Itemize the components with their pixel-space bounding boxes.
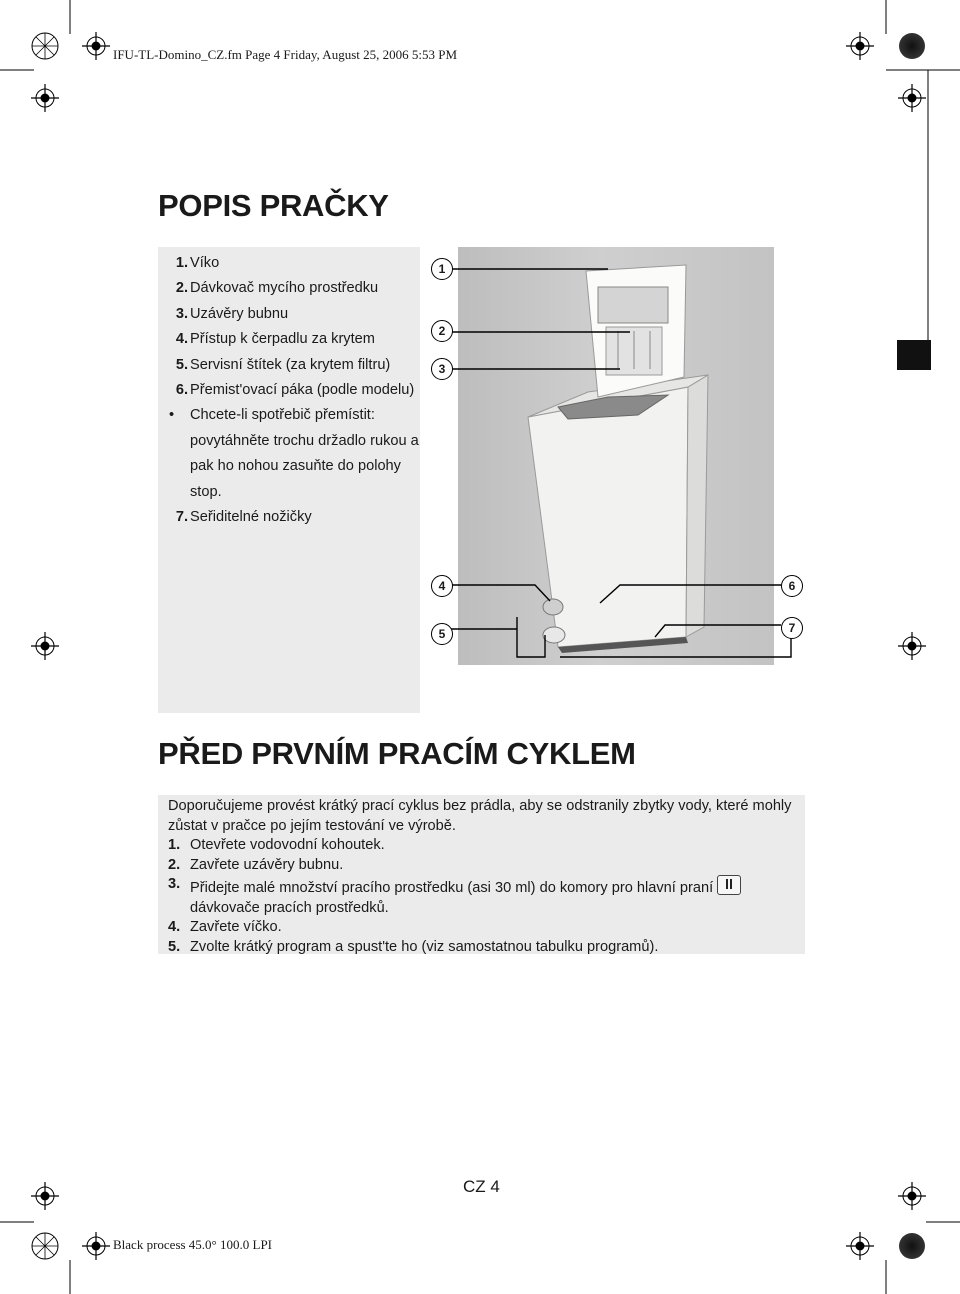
registration-mark-icon — [846, 1232, 874, 1260]
list-item: • Chcete-li spotřebič přemístit: povytáhněte trochu držadlo rukou a pak ho nohou zasuňte do polohy stop. — [169, 407, 419, 500]
star-target-icon — [32, 33, 58, 59]
list-item: 2. Dávkovač mycího prostředku — [175, 280, 379, 297]
registration-mark-icon — [31, 84, 59, 112]
callout-5: 5 — [431, 623, 453, 645]
registration-mark-icon — [846, 32, 874, 60]
registration-mark-icon — [82, 1232, 110, 1260]
list-item: 7. Seřiditelné nožičky — [175, 509, 312, 526]
callout-1: 1 — [431, 258, 453, 280]
print-footer: Black process 45.0° 100.0 LPI — [113, 1237, 273, 1252]
step-item: 2. Zavřete uzávěry bubnu. — [168, 856, 344, 873]
first-cycle-text — [168, 797, 798, 957]
registration-mark-icon — [31, 1182, 59, 1210]
list-item: 3. Uzávěry bubnu — [175, 305, 289, 322]
step-item: 4. Zavřete víčko. — [168, 919, 282, 935]
section-title-description: POPIS PRAČKY — [158, 188, 389, 223]
star-target-icon — [32, 1233, 58, 1259]
grey-target-icon — [899, 1233, 925, 1259]
section-title-first-cycle: PŘED PRVNÍM PRACÍM CYKLEM — [158, 736, 636, 771]
registration-mark-icon — [898, 1182, 926, 1210]
intro-paragraph: Doporučujeme provést krátký prací cyklus bez prádla, aby se odstranily zbytky vody, které mohly zůstat v pračce po jejím testování ve výrobě. — [168, 798, 792, 834]
step-item: 5. Zvolte krátký program a spust'te ho (viz samostatnou tabulku programů). — [168, 938, 659, 955]
callout-6: 6 — [781, 575, 803, 597]
step-item: 3. Přidejte malé množství pracího prostředku (asi 30 ml) do komory pro hlavní praní dávkovače pracích prostředků. — [168, 875, 798, 918]
parts-list — [167, 251, 419, 530]
list-item: 4. Přístup k čerpadlu za krytem — [175, 331, 375, 348]
step-item: 1. Otevřete vodovodní kohoutek. — [168, 837, 385, 853]
callout-3: 3 — [431, 358, 453, 380]
callout-lines — [420, 247, 820, 677]
callout-4: 4 — [431, 575, 453, 597]
print-header: IFU-TL-Domino_CZ.fm Page 4 Friday, August 25, 2006 5:53 PM — [113, 47, 458, 62]
registration-mark-icon — [898, 84, 926, 112]
main-wash-compartment-icon — [717, 875, 741, 895]
parts-list-box — [158, 247, 420, 713]
callout-2: 2 — [431, 320, 453, 342]
list-item: 1. Víko — [175, 255, 220, 271]
section-tab — [897, 340, 931, 370]
callout-7: 7 — [781, 617, 803, 639]
grey-target-icon — [899, 33, 925, 59]
first-cycle-box — [158, 795, 805, 954]
list-item: 6. Přemist'ovací páka (podle modelu) — [175, 382, 415, 399]
page-number: CZ 4 — [463, 1177, 500, 1196]
registration-mark-icon — [31, 632, 59, 660]
list-item: 5. Servisní štítek (za krytem filtru) — [175, 356, 391, 373]
registration-mark-icon — [82, 32, 110, 60]
registration-mark-icon — [898, 632, 926, 660]
